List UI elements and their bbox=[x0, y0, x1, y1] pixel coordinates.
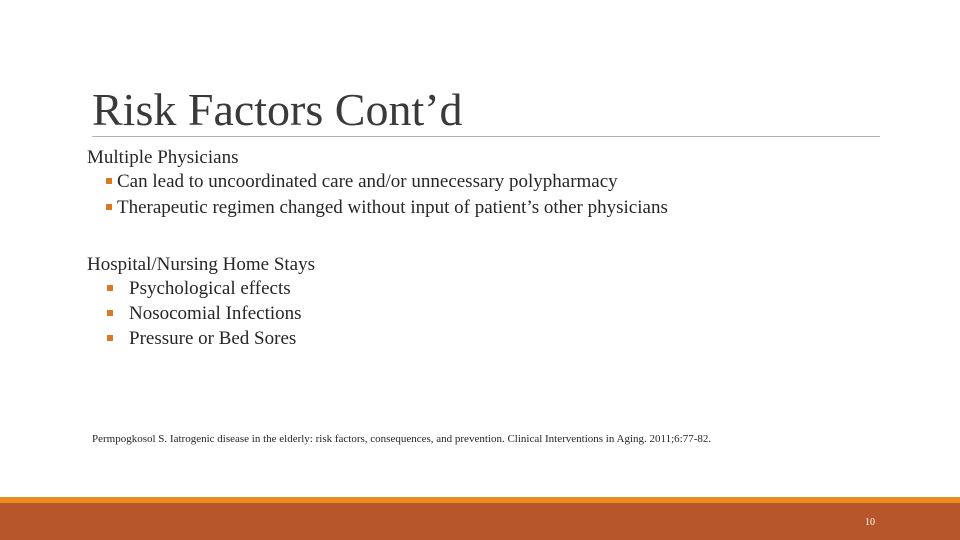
section-heading: Hospital/Nursing Home Stays bbox=[87, 254, 315, 275]
slide-content bbox=[87, 146, 887, 351]
slide-title: Risk Factors Cont’d bbox=[92, 84, 463, 135]
bullet-list bbox=[87, 276, 887, 351]
bullet-text: Can lead to uncoordinated care and/or unnecessary polypharmacy bbox=[117, 171, 618, 192]
footer-bar bbox=[0, 503, 960, 540]
section-hospital-stays bbox=[87, 253, 887, 351]
square-bullet-icon bbox=[107, 310, 113, 316]
bullet-item bbox=[87, 301, 887, 326]
bullet-text: Therapeutic regimen changed without input of patient’s other physicians bbox=[117, 197, 668, 218]
square-bullet-icon bbox=[106, 178, 112, 184]
bullet-list bbox=[87, 169, 887, 221]
square-bullet-icon bbox=[107, 285, 113, 291]
section-multiple-physicians bbox=[87, 146, 887, 221]
page-number: 10 bbox=[865, 517, 875, 528]
bullet-text: Psychological effects bbox=[129, 278, 291, 299]
title-divider bbox=[92, 136, 880, 137]
bullet-item bbox=[87, 195, 887, 221]
bullet-text: Nosocomial Infections bbox=[129, 303, 302, 324]
bullet-text: Pressure or Bed Sores bbox=[129, 328, 297, 349]
citation: Permpogkosol S. Iatrogenic disease in the elderly: risk factors, consequences, and prevention. Clinical Interventions in Aging. 2011;6:77-82. bbox=[92, 433, 712, 445]
square-bullet-icon bbox=[106, 204, 112, 210]
bullet-item bbox=[87, 326, 887, 351]
square-bullet-icon bbox=[107, 335, 113, 341]
section-heading: Multiple Physicians bbox=[87, 147, 239, 168]
bullet-item bbox=[87, 169, 887, 195]
bullet-item bbox=[87, 276, 887, 301]
